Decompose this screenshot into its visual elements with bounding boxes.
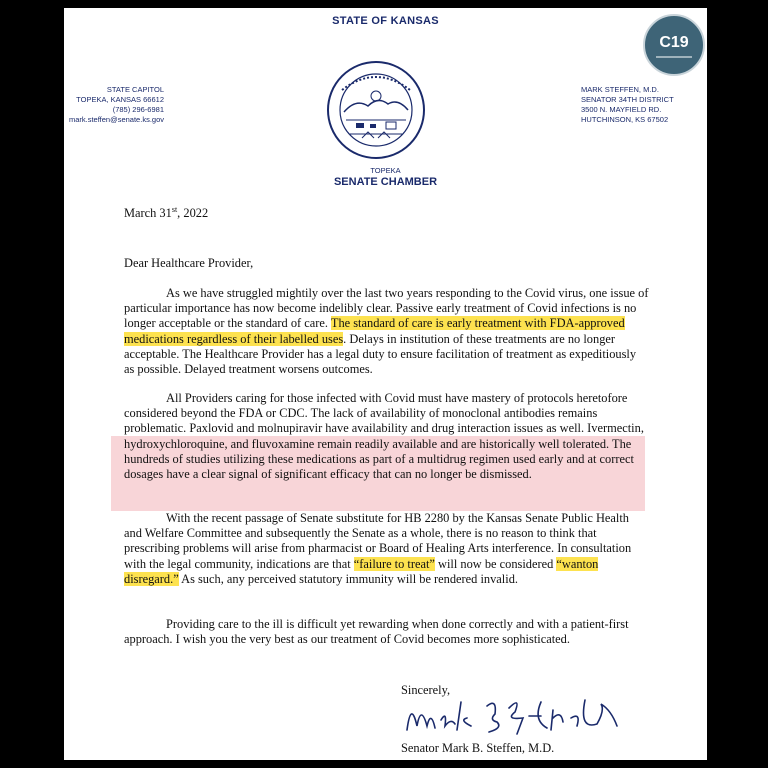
senate-chamber-heading: SENATE CHAMBER bbox=[333, 176, 438, 188]
paragraph-text: As such, any perceived statutory immunity will be rendered invalid. bbox=[178, 571, 518, 586]
signer-name: Senator Mark B. Steffen, M.D. bbox=[401, 741, 555, 755]
paragraph-2: All Providers caring for those infected with Covid must have mastery of protocols heretofore considered beyond the FDA or CDC. The lack of availability of monoclonal antibodies remains problematic. Paxlovid and molnupiravir have availability and drug interaction issues as well. Ivermectin, hydroxychloroquine, and fluvoxamine remain readily available and are historically well tolerated. The hundreds of studies utilizing these medications as part of a multidrug regimen used early and at correct dosages have a clear signal of significant efficacy that can no longer be dismissed. bbox=[124, 391, 644, 482]
capitol-address bbox=[64, 85, 164, 125]
address-line: HUTCHINSON, KS 67502 bbox=[581, 115, 669, 124]
state-heading: STATE OF KANSAS bbox=[332, 15, 439, 27]
letter-date bbox=[124, 205, 208, 221]
address-line: 3500 N. MAYFIELD RD. bbox=[581, 105, 662, 114]
highlighted-text: “failure to treat” bbox=[353, 556, 435, 571]
salutation: Dear Healthcare Provider, bbox=[124, 256, 254, 270]
date-text: March 31 bbox=[124, 206, 172, 221]
badge-divider bbox=[656, 56, 692, 58]
date-ordinal: st bbox=[171, 205, 178, 214]
kansas-seal-icon bbox=[326, 60, 426, 160]
highlighted-text: “wanton disregard.” bbox=[124, 556, 599, 586]
address-line: SENATOR 34TH DISTRICT bbox=[581, 95, 674, 104]
address-line: TOPEKA, KANSAS 66612 bbox=[76, 95, 164, 104]
paragraph-text: will now be considered bbox=[434, 556, 557, 571]
address-line: MARK STEFFEN, M.D. bbox=[581, 85, 659, 94]
date-year: , 2022 bbox=[177, 206, 209, 221]
paragraph-4: Providing care to the ill is difficult yet rewarding when done correctly and with a patient-first approach. I wish you the very best as our treatment of Covid becomes more sophisticated. bbox=[124, 617, 629, 647]
address-email: mark.steffen@senate.ks.gov bbox=[68, 115, 164, 124]
c19-badge bbox=[643, 14, 705, 76]
paragraph-1 bbox=[124, 286, 649, 377]
signature bbox=[401, 690, 631, 740]
address-line: STATE CAPITOL bbox=[106, 85, 164, 94]
letter-page bbox=[64, 8, 707, 760]
closing: Sincerely, bbox=[401, 683, 451, 697]
paragraph-text: As we have struggled mightily over the last two years responding to the Covid virus, one issue of particular importance has now become indelibly clear. Passive early treatment of Covid infections is no longer acceptable or the standard of care. bbox=[124, 286, 649, 331]
senator-address bbox=[581, 85, 691, 125]
badge-label: C19 bbox=[659, 34, 689, 51]
seal-city: TOPEKA bbox=[370, 166, 401, 175]
paragraph-text: With the recent passage of Senate substitute for HB 2280 by the Kansas Senate Public Health and Welfare Committee and subsequently the Senate as a whole, there is no reason to think that prescribing problems will arise from pharmacist or Board of Healing Arts interference. In consultation with the legal community, indications are that bbox=[124, 511, 632, 571]
highlighted-text: The standard of care is early treatment with FDA-approved medications regardless of their labelled uses bbox=[124, 316, 625, 346]
paragraph-text: . Delays in institution of these treatments are no longer acceptable. The Healthcare Provider has a legal duty to ensure facilitation of treatment as expeditiously as possible. Delayed treatment worsens outcomes. bbox=[124, 331, 637, 377]
address-phone: (785) 296-6981 bbox=[112, 105, 164, 114]
paragraph-3 bbox=[124, 511, 649, 587]
